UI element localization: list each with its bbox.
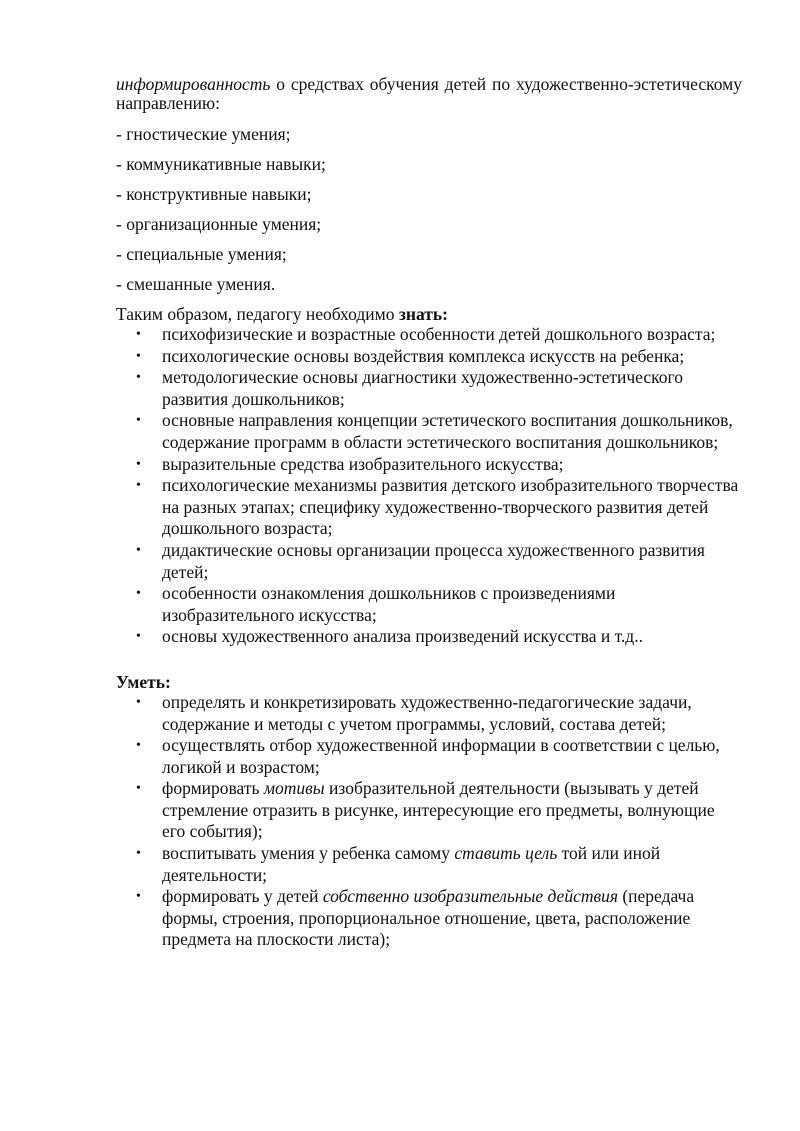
can-heading: Уметь: — [116, 671, 171, 692]
list-item — [116, 367, 742, 410]
bullet-icon: • — [136, 781, 141, 797]
bullet-icon: • — [136, 478, 141, 494]
intro-italic-term: информированность — [116, 74, 271, 94]
list-item-text: дидактические основы организации процесса художественного развития детей; — [162, 539, 705, 582]
bullet-icon: • — [136, 370, 141, 386]
list-item — [116, 778, 742, 843]
intro-paragraph — [116, 75, 742, 113]
bullet-icon: • — [136, 413, 141, 429]
can-bullet-list — [116, 692, 742, 951]
bullet-icon: • — [136, 348, 141, 364]
list-item-text: определять и конкретизировать художественно-педагогические задачи, содержание и методы с учетом программы, условий, состава детей; — [162, 691, 692, 734]
document-page — [116, 75, 742, 951]
bullet-icon: • — [136, 542, 141, 558]
list-item-text: выразительные средства изобразительного искусства; — [162, 453, 564, 474]
intro-text: о средствах обучения детей по художественно-эстетическому направлению: — [116, 74, 742, 113]
list-item — [116, 626, 742, 648]
skills-dash-list — [116, 125, 742, 294]
dash-item: - конструктивные навыки; — [116, 184, 312, 204]
list-item — [116, 454, 742, 476]
list-item-text: психологические механизмы развития детского изобразительного творчества на разных этапах; специфику художественно-творческого развития детей дошкольного возраста; — [162, 475, 739, 539]
dash-item: - коммуникативные навыки; — [116, 154, 326, 174]
list-item-text: формировать — [162, 778, 264, 799]
list-item-italic: ставить цель — [454, 843, 558, 864]
summary-paragraph — [116, 305, 742, 324]
bullet-icon: • — [136, 456, 141, 472]
bullet-icon: • — [136, 889, 141, 905]
dash-item: - специальные умения; — [116, 244, 287, 264]
list-item — [116, 886, 742, 951]
list-item-text: психологические основы воздействия комплекса искусств на ребенка; — [162, 345, 685, 366]
list-item — [116, 410, 742, 453]
list-item-text-after: изобразительной деятельности (вызывать у детей стремление отразить в рисунке, интересующие его предметы, волнующие его события); — [162, 778, 715, 842]
summary-bold-know: знать: — [398, 304, 448, 324]
list-item-text: психофизические и возрастные особенности детей дошкольного возраста; — [162, 324, 716, 344]
list-item-italic: собственно изобразительные действия — [322, 886, 618, 907]
list-item — [116, 735, 742, 778]
dash-item: - организационные умения; — [116, 214, 322, 234]
list-item-text: воспитывать умения у ребенка самому — [162, 843, 455, 864]
list-item — [116, 324, 742, 346]
list-item — [116, 843, 742, 886]
know-bullet-list — [116, 324, 742, 648]
bullet-icon: • — [136, 629, 141, 645]
bullet-icon: • — [136, 694, 141, 710]
list-item — [116, 692, 742, 735]
bullet-icon: • — [136, 738, 141, 754]
list-item-text: основные направления концепции эстетического воспитания дошкольников, содержание программ в области эстетического воспитания дошкольников; — [162, 410, 733, 452]
list-item-text-after: (передача формы, строения, пропорциональное отношение, цвета, расположение предмета на плоскости листа); — [162, 886, 695, 950]
list-item — [116, 540, 742, 583]
list-item-text: основы художественного анализа произведений искусства и т.д.. — [162, 626, 643, 647]
bullet-icon: • — [136, 846, 141, 862]
list-item-text: методологические основы диагностики художественно-эстетического развития дошкольников; — [162, 367, 683, 409]
list-item — [116, 475, 742, 540]
list-item — [116, 346, 742, 368]
list-item-text-after: той или иной деятельности; — [162, 843, 661, 885]
list-item-text: формировать у детей — [162, 886, 323, 907]
list-item-text: осуществлять отбор художественной информации в соответствии с целью, логикой и возрастом; — [162, 735, 720, 777]
summary-text: Таким образом, педагогу необходимо — [116, 304, 399, 324]
list-item-italic: мотивы — [263, 778, 325, 799]
dash-item: - гностические умения; — [116, 124, 291, 144]
list-item — [116, 583, 742, 626]
bullet-icon: • — [136, 327, 141, 342]
bullet-icon: • — [136, 586, 141, 602]
list-item-text: особенности ознакомления дошкольников с произведениями изобразительного искусства; — [162, 583, 616, 625]
dash-item: - смешанные умения. — [116, 274, 276, 294]
